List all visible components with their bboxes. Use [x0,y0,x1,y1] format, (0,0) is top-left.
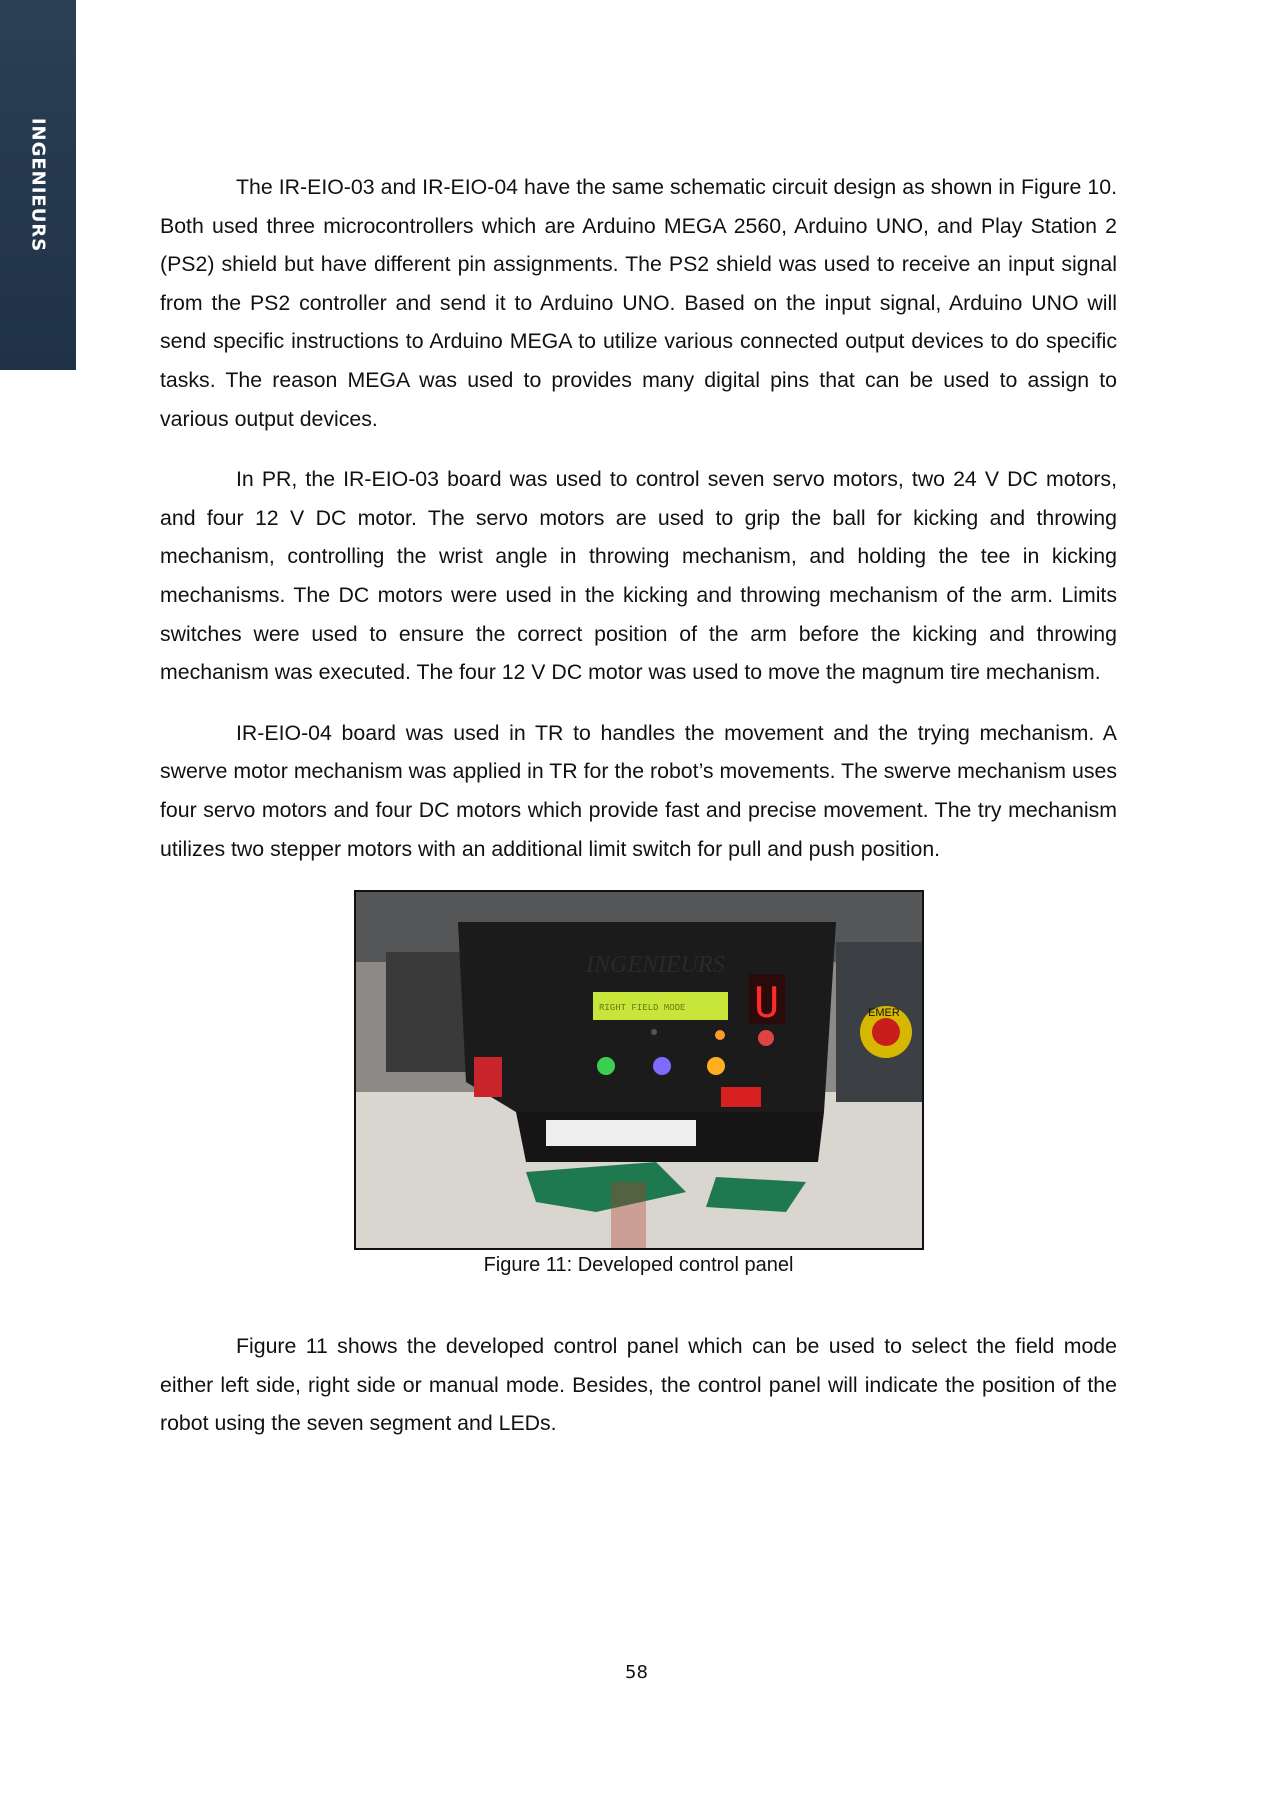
led-indicator [651,1029,657,1035]
side-tab-label: INGENIEURS [27,117,49,253]
control-panel-photo [354,890,924,1250]
power-button-purple [653,1057,671,1075]
paragraph: IR-EIO-04 board was used in TR to handles the movement and the trying mechanism. A swerve motor mechanism was applied in TR for the robot’s movements. The swerve mechanism uses four servo motors and four DC motors which provide fast and precise movement. The try mechanism utilizes two stepper motors with an additional limit switch for pull and push position. [160,720,1117,861]
figure-11 [160,890,1117,1277]
figure-caption: Figure 11: Developed control panel [483,1254,794,1277]
led-button-red [758,1030,774,1046]
battery-meter [721,1087,761,1107]
panel-logo: INGENIEURS [585,952,725,979]
emergency-label: EMER [867,1007,900,1020]
paragraph: In PR, the IR-EIO-03 board was used to control seven servo motors, two 24 V DC motors, and four 12 V DC motor. The servo motors are used to grip the ball for kicking and throwing mechanism, controlling the wrist angle in throwing mechanism, and holding the tee in kicking mechanisms. The DC motors were used in the kicking and throwing mechanism of the arm. Limits switches were used to ensure the correct position of the arm before the kicking and throwing mechanism was executed. The four 12 V DC motor was used to move the magnum tire mechanism. [160,467,1117,685]
seven-segment-digit: U [753,978,779,1028]
paragraph: The IR-EIO-03 and IR-EIO-04 have the same schematic circuit design as shown in Figure 10. Both used three microcontrollers which are Arduino MEGA 2560, Arduino UNO, and Play Station 2 (PS2) shield but have different pin assignments. The PS2 shield was used to receive an input signal from the PS2 controller and send it to Arduino UNO. Based on the input signal, Arduino UNO will send specific instructions to Arduino MEGA to utilize various connected output devices to do specific tasks. The reason MEGA was used to provides many digital pins that can be used to assign to various output devices. [160,175,1117,431]
toggle-switch [474,1057,502,1097]
emergency-cap [872,1018,900,1046]
lcd-text: RIGHT FIELD MODE [598,1003,685,1014]
floor-marking [611,1182,646,1248]
page-content [160,168,1117,1465]
page-number: 58 [625,1662,648,1683]
power-button-green [597,1057,615,1075]
panel-label-strip [546,1120,696,1146]
paragraph: Figure 11 shows the developed control panel which can be used to select the field mode either left side, right side or manual mode. Besides, the control panel will indicate the position of the robot using the seven segment and LEDs. [160,1334,1117,1436]
power-button-amber [707,1057,725,1075]
side-tab [0,0,76,370]
led-indicator-lit [715,1030,725,1040]
